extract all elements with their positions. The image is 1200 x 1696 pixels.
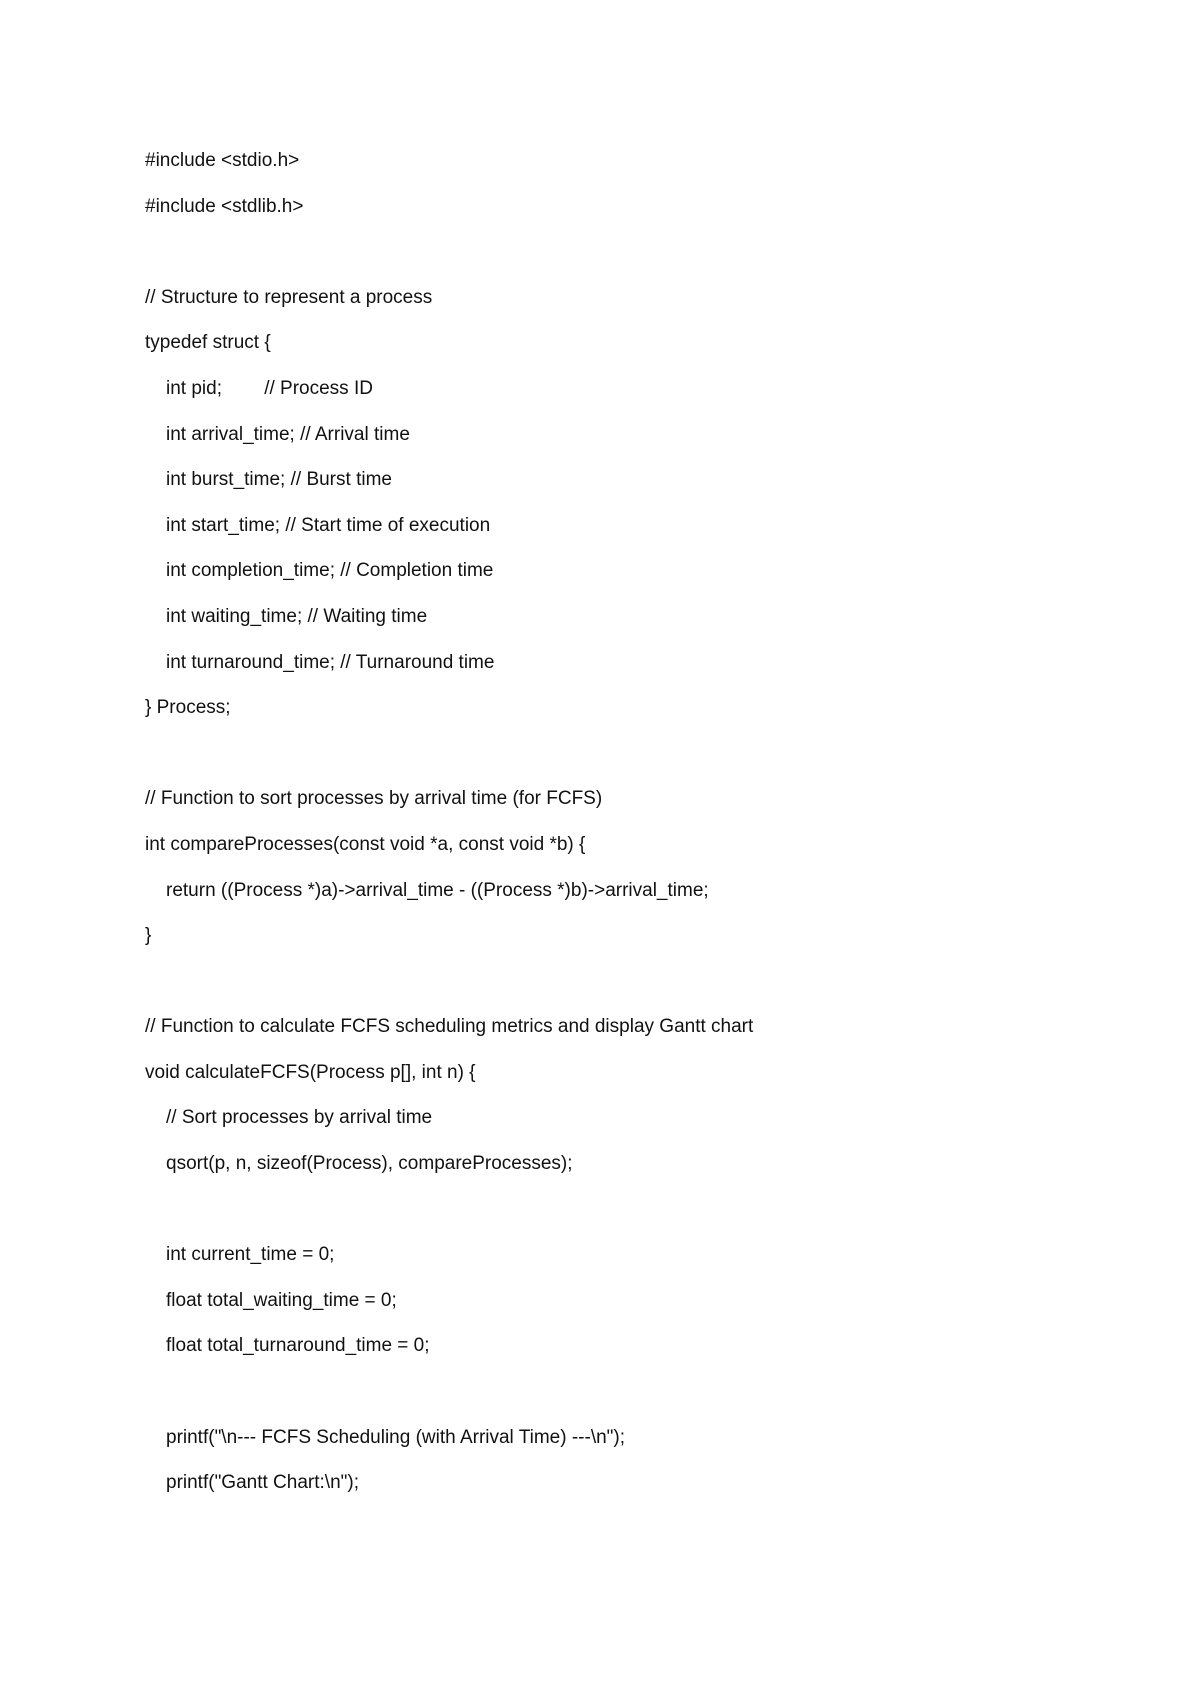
code-line: return ((Process *)a)->arrival_time - ((Process *)b)->arrival_time; [166,879,709,901]
code-line: int turnaround_time; // Turnaround time [166,651,495,673]
code-line: // Function to sort processes by arrival time (for FCFS) [145,788,603,810]
blank-line [145,731,1095,777]
code-line: // Sort processes by arrival time [166,1107,433,1129]
code-line: #include <stdio.h> [145,150,300,171]
code-line: // Structure to represent a process [145,286,433,308]
code-line: // Function to calculate FCFS scheduling metrics and display Gantt chart [145,1016,754,1038]
code-line: float total_waiting_time = 0; [166,1289,397,1311]
code-line: } [145,925,152,947]
code-line: #include <stdlib.h> [145,195,304,217]
code-line: int burst_time; // Burst time [166,469,392,491]
code-line: float total_turnaround_time = 0; [166,1335,430,1357]
code-line: } Process; [145,697,231,719]
blank-line [145,229,1095,275]
code-line: int current_time = 0; [166,1244,335,1266]
code-line: int waiting_time; // Waiting time [166,605,428,627]
code-line: int arrival_time; // Arrival time [166,423,410,445]
code-line: int start_time; // Start time of execution [166,514,491,536]
code-line: printf("\n--- FCFS Scheduling (with Arrival Time) ---\n"); [166,1426,626,1448]
blank-line [145,959,1095,1005]
blank-line [145,1187,1095,1233]
code-line: qsort(p, n, sizeof(Process), compareProcesses); [166,1153,573,1175]
code-line: int completion_time; // Completion time [166,560,494,582]
code-line: int pid; // Process ID [166,377,373,399]
code-line: void calculateFCFS(Process p[], int n) { [145,1061,476,1083]
code-line: int compareProcesses(const void *a, const void *b) { [145,833,586,855]
code-line: typedef struct { [145,332,271,354]
blank-line [145,1369,1095,1415]
document-page [145,138,1095,1506]
code-line: printf("Gantt Chart:\n"); [166,1472,359,1494]
